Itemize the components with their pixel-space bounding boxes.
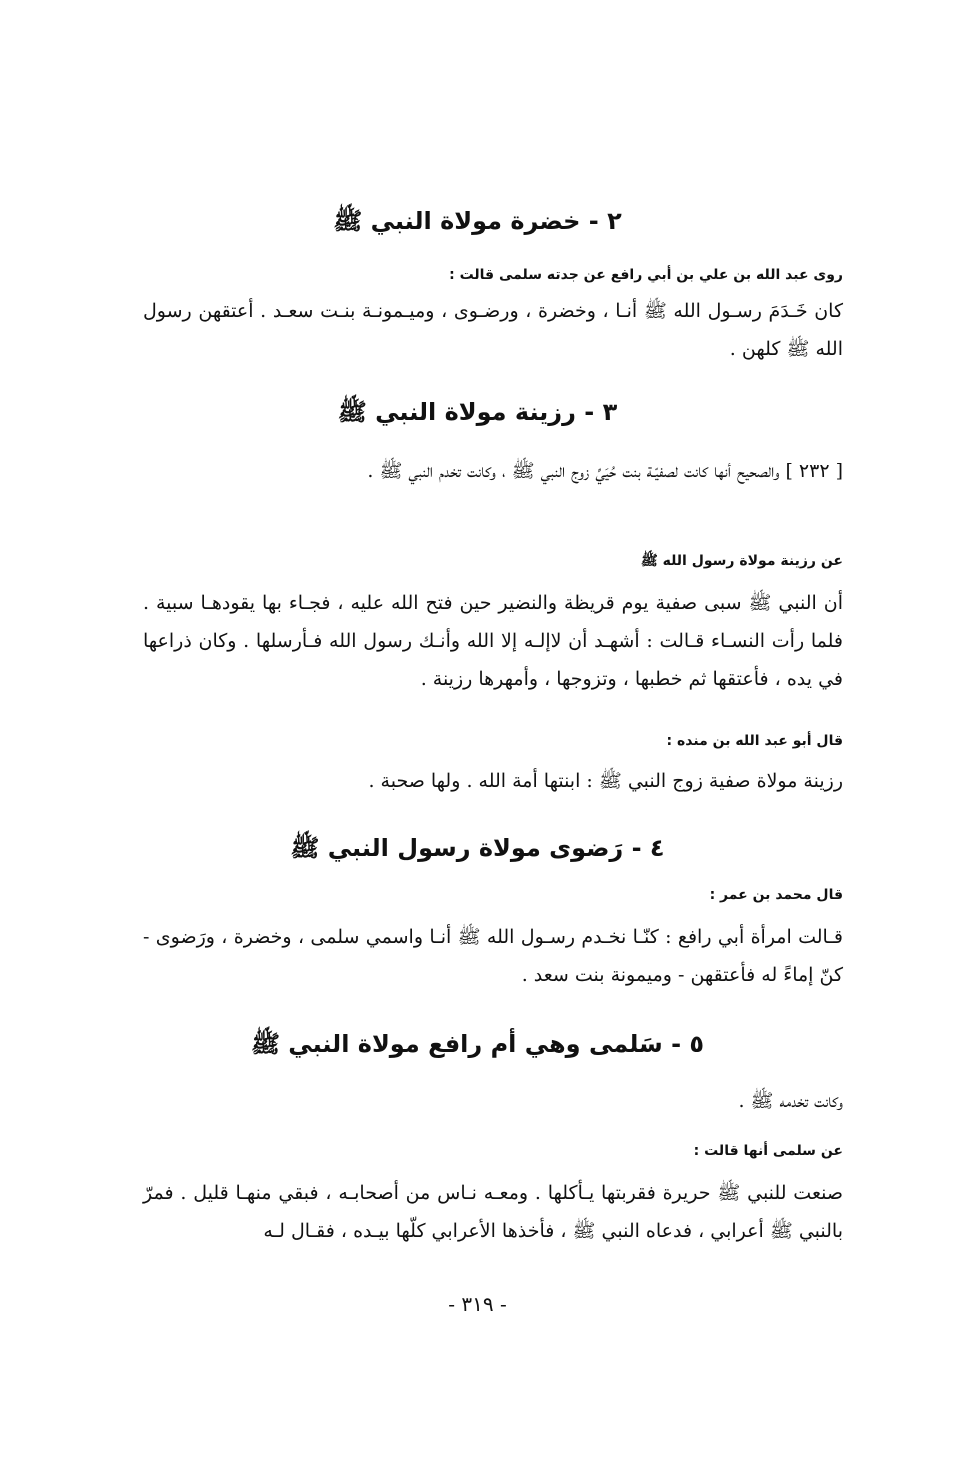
section-5-text: صنعت للنبي ﷺ حريرة فقربتها يـأكلها . ومعـه نـاس من أصحابـه ، فبقي منهـا قليل . فمرّ بالنبي ﷺ أعرابي ، فدعاه النبي ﷺ ، فأخذها الأعرابي كلّها بيـده ، فقـال لـه	[143, 1182, 843, 1242]
page-number: - ٣١٩ -	[448, 1292, 507, 1316]
section-3-heading: ٣ - رزينة مولاة النبي ﷺ	[337, 398, 618, 426]
section-3-text-2: رزينة مولاة صفية زوج النبي ﷺ : ابنتها أمة الله . ولها صحبة .	[368, 770, 843, 792]
section-2-heading: ٢ - خضرة مولاة النبي ﷺ	[333, 207, 622, 235]
section-3-text-1: أن النبي ﷺ سبى صفية يوم قريظة والنضير حين فتح الله عليه ، فجـاء بها يقودهـا سبية . فلما رأت النسـاء قـالت : أشهـد أن لاإلـه إلا الله وأنـك رسول الله فـأرسلها . وكان ذراعها في يده ، فأعتقها ثم خطبها ، وتزوجها ، وأمهرها رزينة .	[143, 592, 843, 690]
section-3-narrator-2: قال أبو عبد الله بن منده :	[666, 733, 843, 749]
section-3-intro: [ ٢٣٢ ] والصحيح أنها كانت لصفيّـة بنت حُيَيِّ زوج النبي ﷺ ، وكانت تخدم النبي ﷺ .	[367, 460, 843, 482]
section-4-text: قـالت امرأة أبي رافع : كنّـا نخـدم رسـول الله ﷺ أنـا واسمي سلمى ، وخضرة ، ورَضوى - كنّ إماءً له فأعتقهن - وميمونة بنت سعد .	[143, 926, 843, 986]
section-2-narrator: روى عبد الله بن علي بن أبي رافع عن جدته سلمى قالت :	[449, 267, 843, 283]
section-2-text: كان خَـدَمَ رسـول الله ﷺ أنـا ، وخضرة ، ورضـوى ، وميـمونـة بنـت سعـد . أعتقهن رسول الله ﷺ كلهن .	[143, 300, 843, 360]
section-3-narrator-1: عن رزينة مولاة رسول الله ﷺ	[640, 553, 843, 569]
section-5-heading: ٥ - سَلمى وهي أم رافع مولاة النبي ﷺ	[250, 1030, 705, 1058]
section-5-narrator: عن سلمى أنها قالت :	[693, 1143, 843, 1159]
section-4-narrator: قال محمد بن عمر :	[709, 887, 843, 903]
section-5-intro: وكانت تخدمه ﷺ .	[738, 1090, 843, 1112]
section-4-heading: ٤ - رَضوى مولاة رسول النبي ﷺ	[290, 834, 665, 862]
